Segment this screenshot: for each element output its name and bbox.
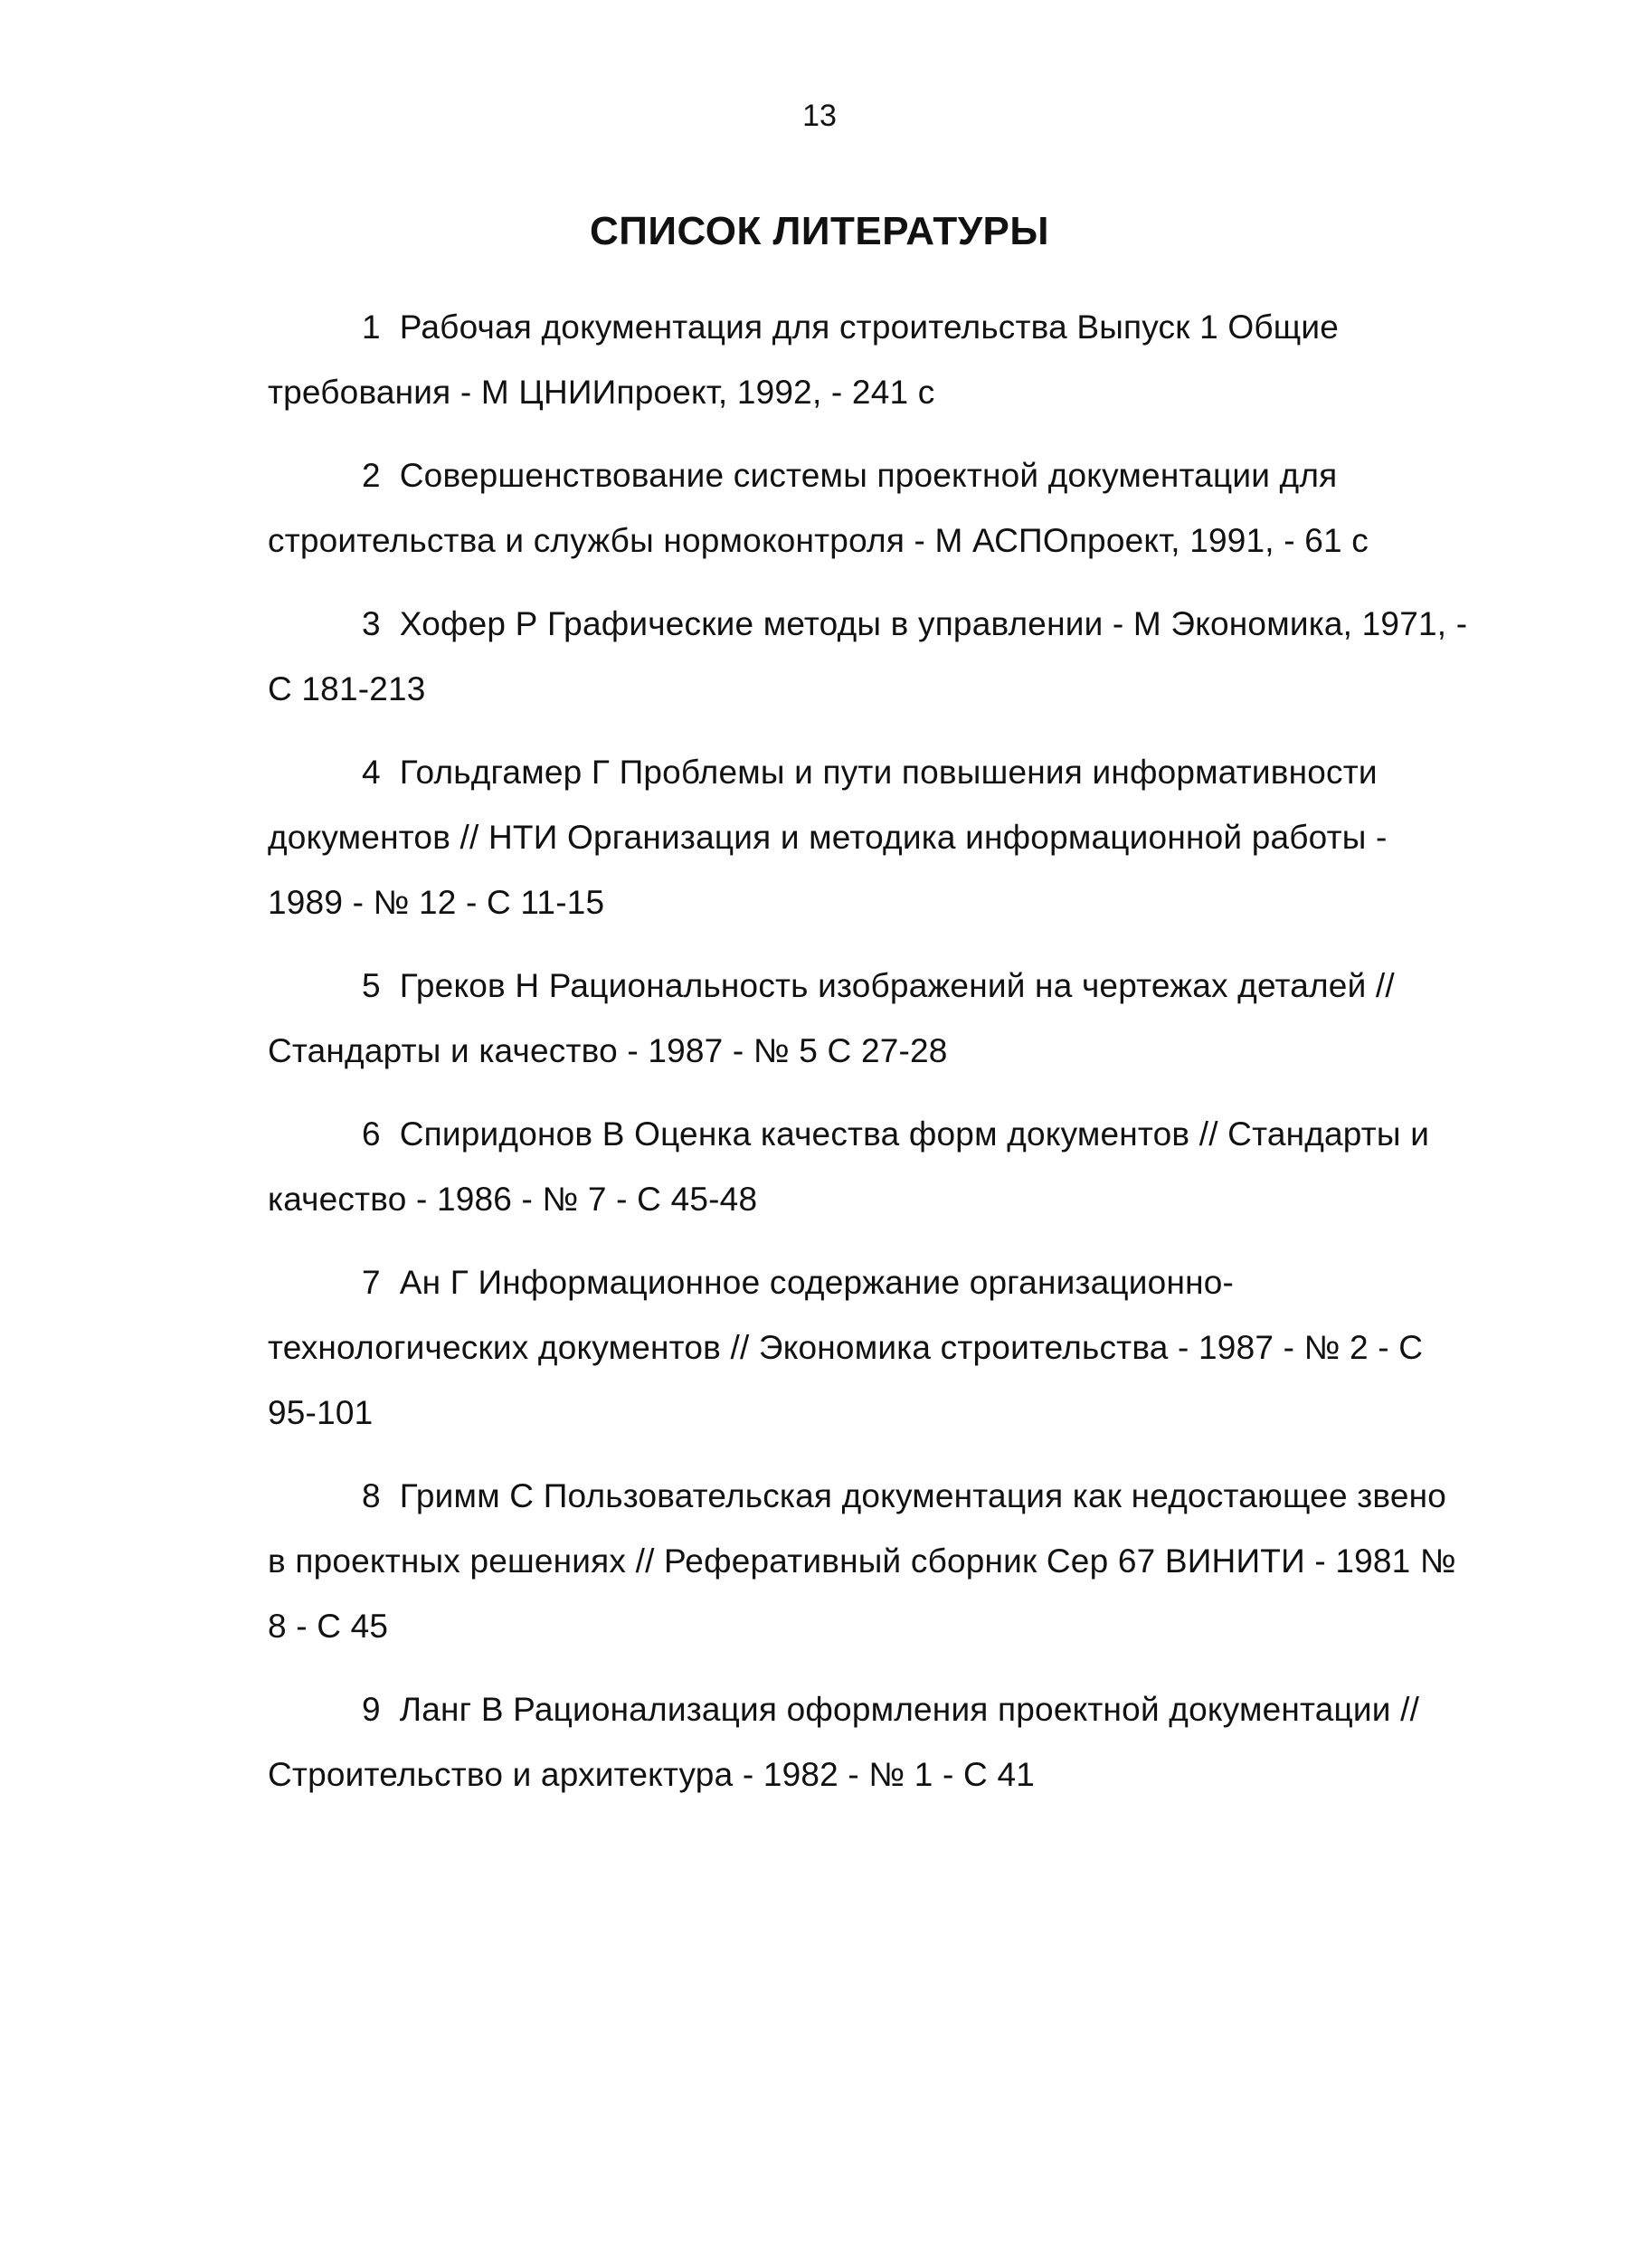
reference-item-1 <box>268 295 1471 425</box>
reference-text: Гольдгамер Г Проблемы и пути повышения информативности документов // НТИ Организация и методика информационной работы - 1989 - № 12 - С 11-15 <box>268 754 1388 921</box>
reference-number: 8 <box>362 1477 381 1514</box>
reference-number: 7 <box>362 1264 381 1301</box>
reference-text: Ан Г Информационное содержание организационно-технологических документов // Экономика строительства - 1987 - № 2 - С 95-101 <box>268 1264 1424 1431</box>
reference-number: 5 <box>362 967 381 1004</box>
reference-text: Гримм С Пользовательская документация как недостающее звено в проектных решениях // Реферативный сборник Сер 67 ВИНИТИ - 1981 № 8 - С 45 <box>268 1477 1456 1645</box>
reference-item-5 <box>268 954 1471 1084</box>
page-title: СПИСОК ЛИТЕРАТУРЫ <box>590 209 1049 253</box>
reference-number: 2 <box>362 457 381 494</box>
reference-text: Ланг В Рационализация оформления проектной документации //Строительство и архитектура - 1982 - № 1 - С 41 <box>268 1691 1420 1793</box>
reference-number: 3 <box>362 605 381 642</box>
reference-text: Рабочая документация для строительства Выпуск 1 Общие требования - М ЦНИИпроект, 1992, - 241 с <box>268 308 1340 411</box>
reference-item-6 <box>268 1102 1471 1232</box>
page-number: 13 <box>802 99 837 133</box>
reference-text: Совершенствование системы проектной документации для строительства и службы нормоконтроля - М АСПОпроект, 1991, - 61 с <box>268 457 1369 559</box>
reference-text: Хофер Р Графические методы в управлении - М Экономика, 1971, - С 181-213 <box>268 605 1468 707</box>
reference-number: 6 <box>362 1115 381 1153</box>
reference-text: Спиридонов В Оценка качества форм документов // Стандарты и качество - 1986 - № 7 - С 45-48 <box>268 1115 1430 1218</box>
reference-item-2 <box>268 443 1471 574</box>
reference-number: 4 <box>362 754 381 791</box>
reference-item-7 <box>268 1250 1471 1446</box>
reference-text: Греков Н Рациональность изображений на чертежах деталей // Стандарты и качество - 1987 - № 5 С 27-28 <box>268 967 1395 1069</box>
reference-item-3 <box>268 592 1471 722</box>
reference-item-8 <box>268 1464 1471 1659</box>
reference-item-4 <box>268 740 1471 935</box>
reference-number: 9 <box>362 1691 381 1728</box>
reference-number: 1 <box>362 308 381 346</box>
reference-item-9 <box>268 1677 1471 1808</box>
reference-list <box>268 295 1471 1826</box>
